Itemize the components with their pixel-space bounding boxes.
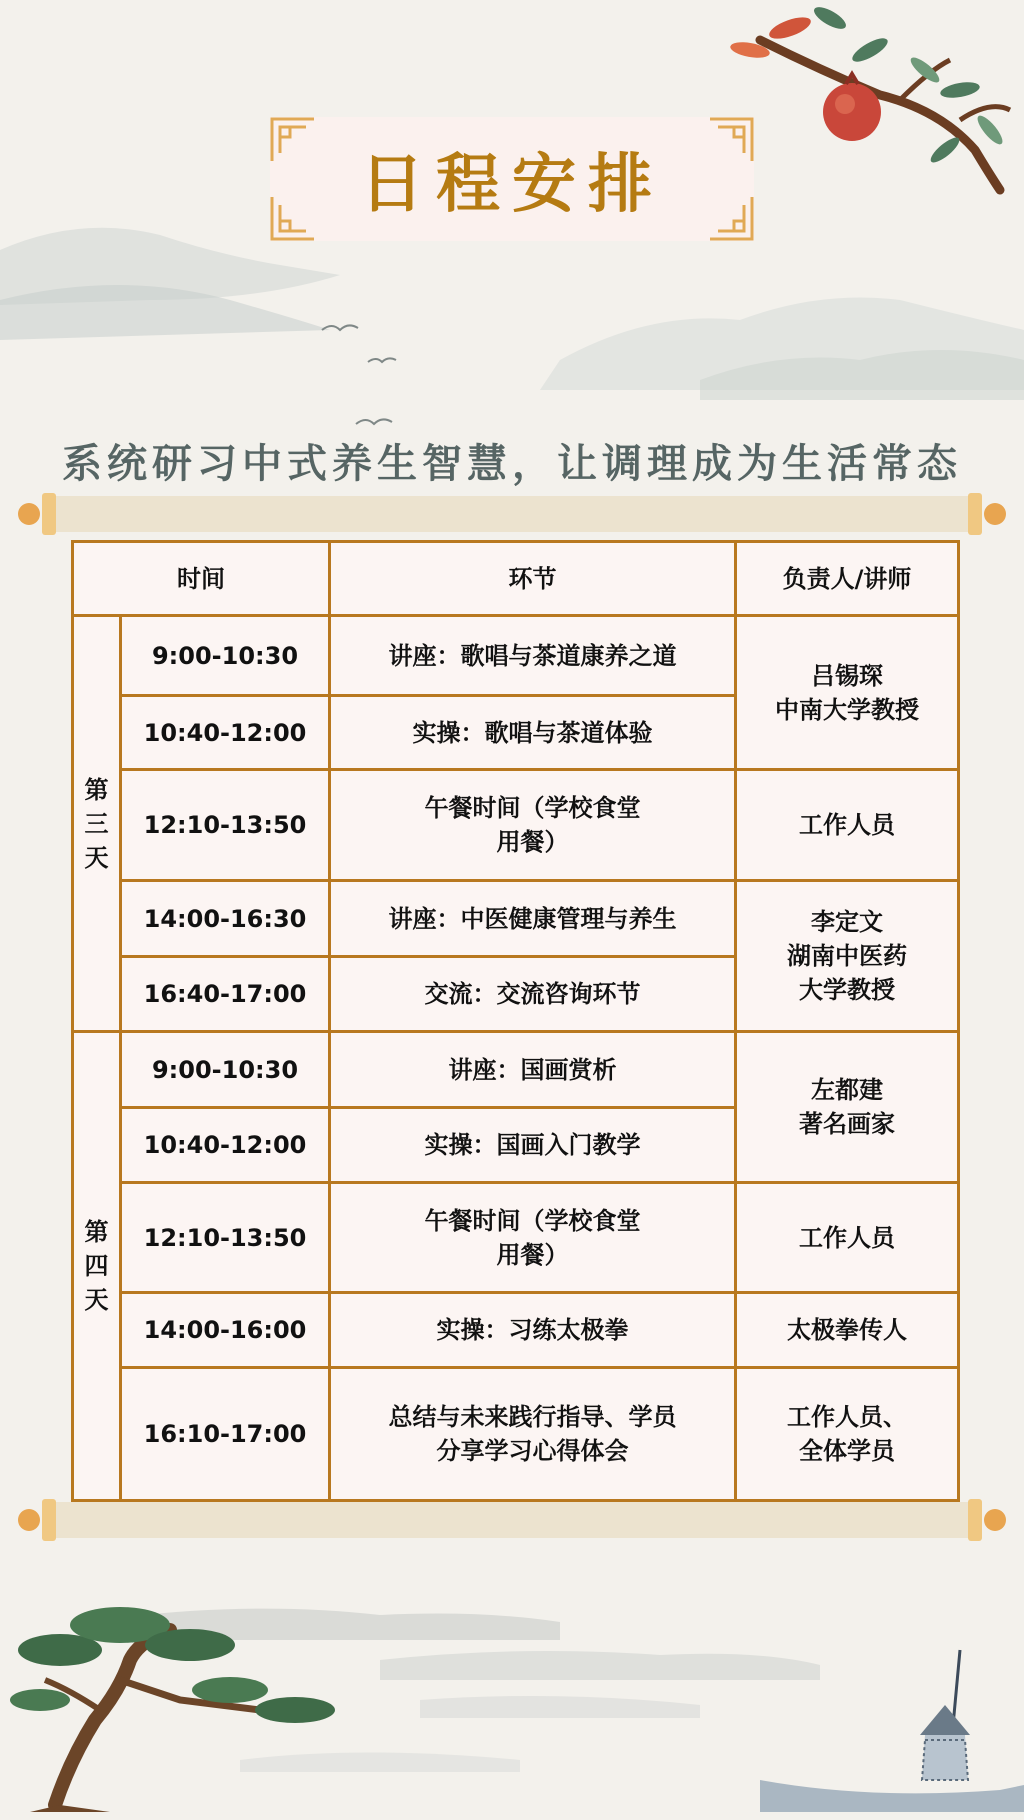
header-leader: 负责人/讲师: [736, 542, 959, 616]
time-cell: 9:00-10:30: [121, 1032, 330, 1108]
scroll-knob: [18, 1509, 40, 1531]
scroll-knob: [984, 1509, 1006, 1531]
session-cell: 实操：国画入门教学: [330, 1108, 736, 1183]
header-session: 环节: [330, 542, 736, 616]
leader-cell: 工作人员: [736, 1183, 959, 1293]
session-cell: 实操：习练太极拳: [330, 1293, 736, 1368]
time-cell: 14:00-16:30: [121, 881, 330, 957]
session-cell: 讲座：国画赏析: [330, 1032, 736, 1108]
table-row: [73, 1293, 959, 1368]
session-cell: 讲座：歌唱与茶道康养之道: [330, 616, 736, 696]
scroll-knob: [984, 503, 1006, 525]
table-header-row: [73, 542, 959, 616]
session-cell: 实操：歌唱与茶道体验: [330, 696, 736, 770]
leader-cell: 工作人员、 全体学员: [736, 1368, 959, 1501]
leader-cell: 太极拳传人: [736, 1293, 959, 1368]
time-cell: 12:10-13:50: [121, 1183, 330, 1293]
subtitle: 系统研习中式养生智慧，让调理成为生活常态: [62, 441, 962, 487]
session-cell: 讲座：中医健康管理与养生: [330, 881, 736, 957]
session-cell: 午餐时间（学校食堂 用餐）: [330, 1183, 736, 1293]
day-label: 第 四 天: [73, 1032, 121, 1501]
time-cell: 16:40-17:00: [121, 957, 330, 1032]
table-row: [73, 881, 959, 957]
leader-cell: 吕锡琛 中南大学教授: [736, 616, 959, 770]
day-label: 第 三 天: [73, 616, 121, 1032]
time-cell: 14:00-16:00: [121, 1293, 330, 1368]
time-cell: 16:10-17:00: [121, 1368, 330, 1501]
table-row: [73, 1183, 959, 1293]
scroll-rod-bottom: [48, 1502, 976, 1538]
leader-cell: 工作人员: [736, 770, 959, 881]
leader-cell: 左都建 著名画家: [736, 1032, 959, 1183]
session-cell: 交流：交流咨询环节: [330, 957, 736, 1032]
session-cell: 总结与未来践行指导、学员 分享学习心得体会: [330, 1368, 736, 1501]
scroll-knob: [18, 503, 40, 525]
leader-cell: 李定文 湖南中医药 大学教授: [736, 881, 959, 1032]
session-cell: 午餐时间（学校食堂 用餐）: [330, 770, 736, 881]
table-row: [73, 1032, 959, 1108]
scroll-rod-top: [48, 496, 976, 532]
schedule-table: [71, 540, 960, 1502]
scroll-end-cap: [968, 493, 982, 535]
title-frame: [270, 117, 754, 241]
table-row: [73, 1368, 959, 1501]
time-cell: 9:00-10:30: [121, 616, 330, 696]
header-time: 时间: [73, 542, 330, 616]
time-cell: 10:40-12:00: [121, 696, 330, 770]
table-row: [73, 770, 959, 881]
scroll-end-cap: [968, 1499, 982, 1541]
scroll-end-cap: [42, 1499, 56, 1541]
time-cell: 10:40-12:00: [121, 1108, 330, 1183]
time-cell: 12:10-13:50: [121, 770, 330, 881]
page-title: 日程安排: [360, 148, 664, 222]
table-row: [73, 616, 959, 696]
scroll-end-cap: [42, 493, 56, 535]
